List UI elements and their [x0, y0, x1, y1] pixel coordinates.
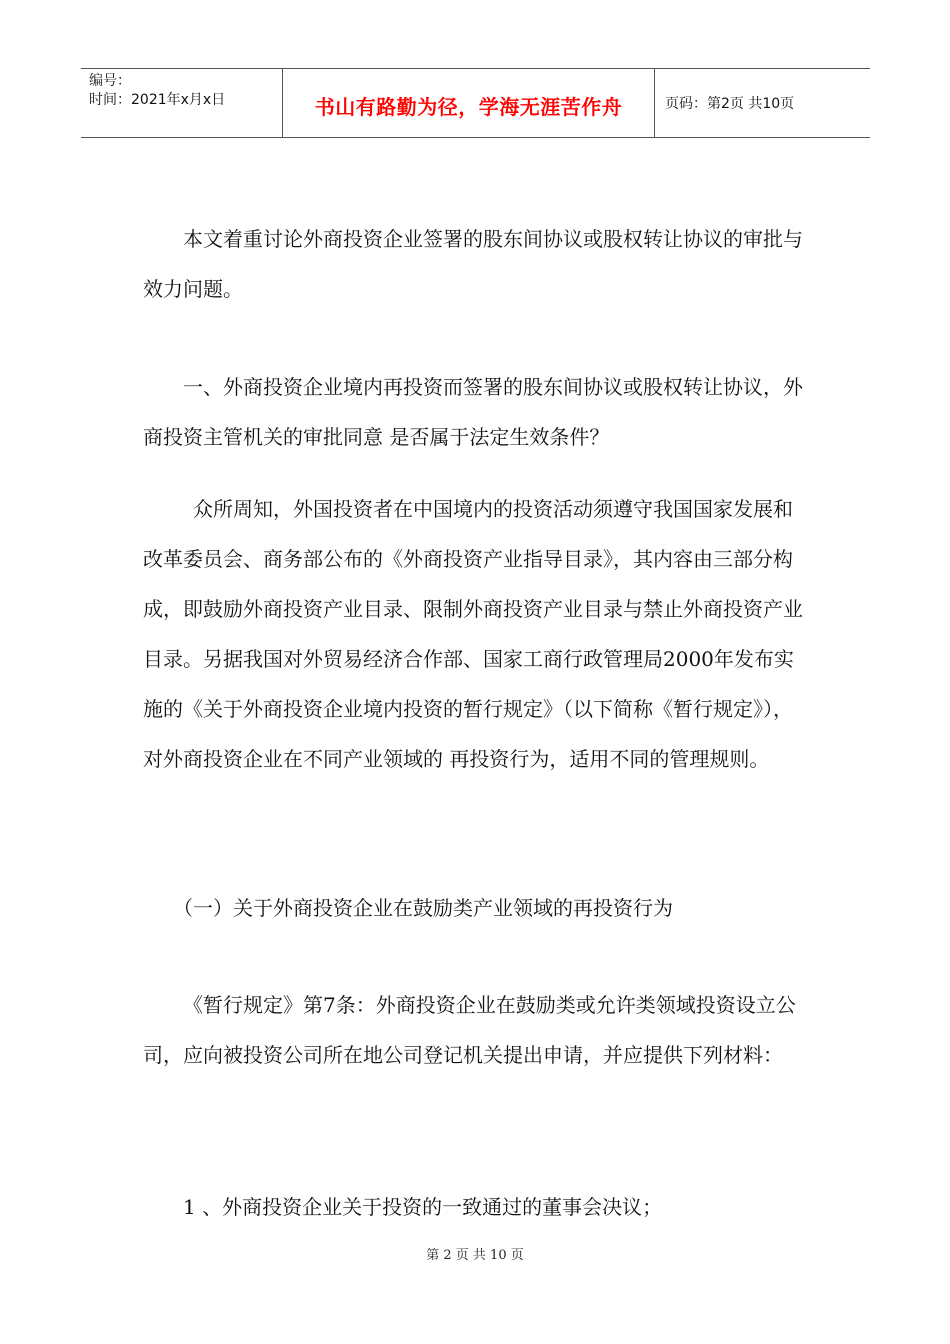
paragraph: 众所周知，外国投资者在中国境内的投资活动须遵守我国国家发展和改革委员会、商务部公布的《外商投资产业指导目录》，其内容由三部分构成，即鼓励外商投资产业目录、限制外商投资产业目录与禁止外商投资产业目录。另据我国对外贸易经济合作部、国家工商行政管理局2000年发布实施的《关于外商投资企业境内投资的暂行规定》（以下简称《暂行规定》），对外商投资企业在不同产业领域的 再投资行为，适用不同的管理规则。: [143, 497, 803, 771]
paragraph: 《暂行规定》第7条：外商投资企业在鼓励类或允许类领域投资设立公司，应向被投资公司所在地公司登记机关提出申请，并应提供下列材料：: [143, 993, 796, 1067]
header-meta: [81, 69, 282, 137]
list-item: 1 、外商投资企业关于投资的一致通过的董事会决议；: [183, 1195, 663, 1219]
subsection-heading: （一）关于外商投资企业在鼓励类产业领域的再投资行为: [173, 896, 673, 920]
paragraph-list-item: [143, 1182, 808, 1232]
paragraph-main: [143, 484, 808, 784]
footer-page-number: 第 2 页 共 10 页: [426, 1248, 524, 1263]
header-motto-cell: [282, 69, 655, 137]
paragraph-subheading: [143, 883, 808, 933]
paragraph-intro: [143, 214, 808, 314]
paragraph: 本文着重讨论外商投资企业签署的股东间协议或股权转让协议的审批与效力问题。: [143, 227, 803, 301]
section-heading: 一、外商投资企业境内再投资而签署的股东间协议或股权转让协议，外商投资主管机关的审批同意 是否属于法定生效条件？: [143, 375, 803, 449]
paragraph-heading-one: [143, 362, 808, 462]
paragraph-article: [143, 980, 808, 1080]
header-page-info: 页码：第2页 共10页: [665, 96, 795, 112]
header-motto: 书山有路勤为径，学海无涯苦作舟: [314, 94, 623, 119]
page-footer: [0, 1244, 950, 1263]
number-label: 编号：: [89, 73, 131, 89]
time-label: 时间：2021年x月x日: [89, 92, 226, 108]
page-header: [81, 68, 870, 138]
